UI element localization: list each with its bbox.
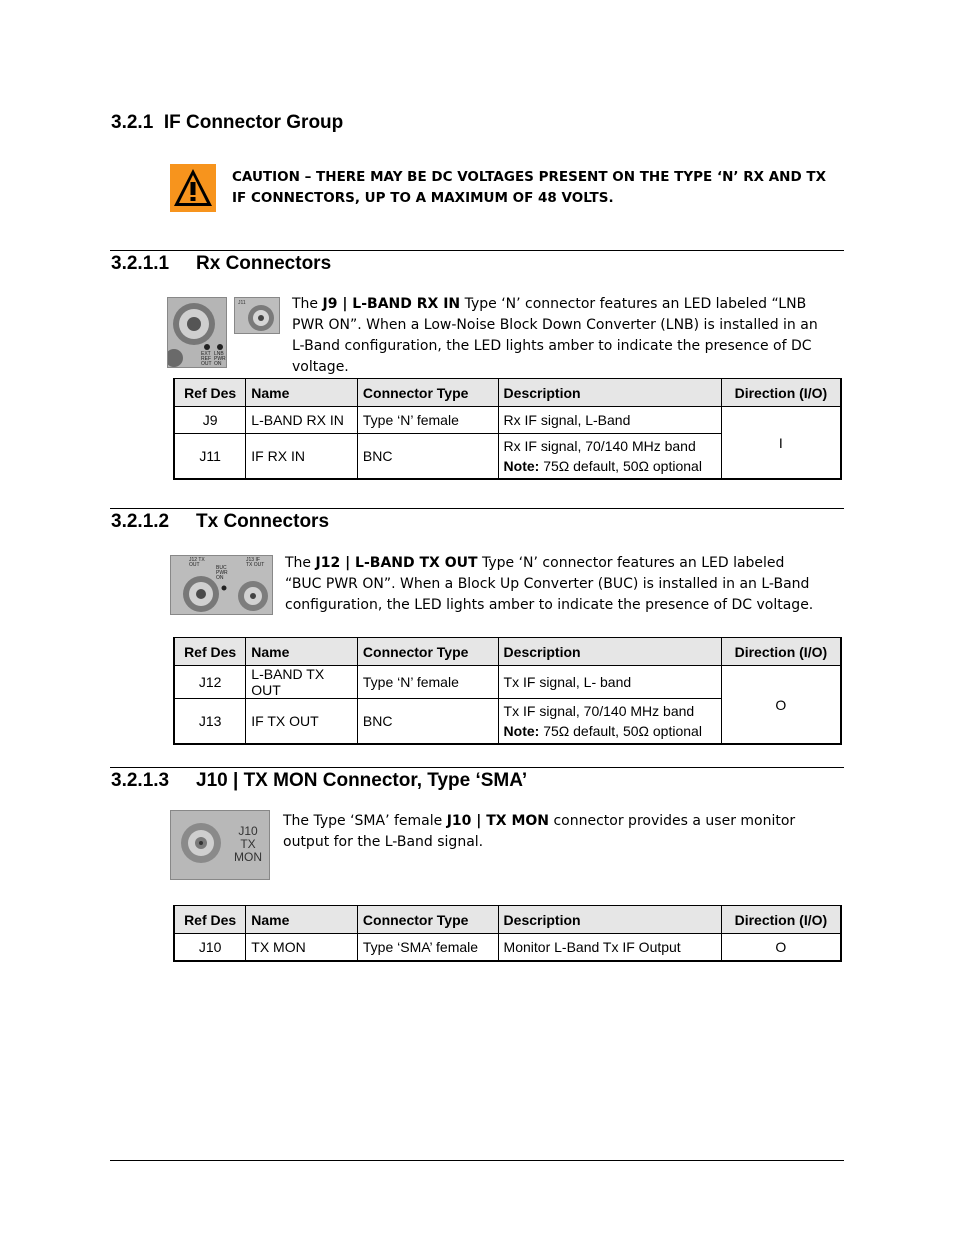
rx-paragraph [292, 294, 822, 378]
cell-ref: J11 [174, 434, 246, 480]
rx-connector-table [173, 378, 842, 480]
rx-para-pre: The [292, 296, 323, 312]
header-direction: Direction (I/O) [721, 906, 841, 934]
tx-title: Tx Connectors [196, 511, 330, 532]
txmon-photo-label-b: TX [240, 837, 256, 851]
rx-photo-label-b: LNB PWR ON [214, 351, 226, 367]
tx-number: 3.2.1.2 [111, 511, 170, 532]
section-divider [110, 508, 844, 509]
header-ref-des: Ref Des [174, 638, 246, 666]
cell-desc-with-note [498, 434, 721, 480]
cell-type: Type ‘N’ female [357, 666, 498, 699]
cell-desc: Monitor L-Band Tx IF Output [498, 934, 721, 962]
table-header-row [174, 638, 841, 666]
header-direction: Direction (I/O) [721, 379, 841, 407]
cell-type: BNC [357, 434, 498, 480]
table-row [174, 666, 841, 699]
txmon-para-post: connector provides a user monitor output for the L-Band signal. [283, 813, 796, 850]
cell-ref: J9 [174, 407, 246, 434]
cell-desc: Tx IF signal, L- band [498, 666, 721, 699]
tx-connector-table [173, 637, 842, 745]
tx-paragraph [285, 553, 820, 616]
header-connector-type: Connector Type [357, 379, 498, 407]
header-ref-des: Ref Des [174, 906, 246, 934]
cell-desc: Rx IF signal, 70/140 MHz band [503, 438, 696, 454]
cell-note [504, 456, 716, 476]
rx-heading [111, 253, 331, 275]
txmon-para-pre: The Type ‘SMA’ female [283, 813, 447, 829]
cell-type: Type ‘SMA’ female [357, 934, 498, 962]
rx-photo-j11 [234, 297, 280, 334]
caution-text: CAUTION – THERE MAY BE DC VOLTAGES PRESENT ON THE TYPE ‘N’ RX AND TX IF CONNECTORS, UP TO A MAXIMUM OF 48 VOLTS. [232, 169, 826, 206]
cell-type: BNC [357, 699, 498, 745]
table-row [174, 407, 841, 434]
txmon-title: J10 | TX MON Connector, Type ‘SMA’ [196, 770, 528, 791]
rx-title: Rx Connectors [196, 253, 332, 274]
tx-photo-label-b: BUC PWR ON [216, 565, 228, 581]
tx-photo-label-c: J13 IF TX OUT [246, 557, 265, 568]
footer-divider [110, 1160, 844, 1161]
cell-ref: J12 [174, 666, 246, 699]
rx-photo-label-c: EXT REF OUT [201, 351, 212, 367]
note-label: Note: [503, 458, 540, 474]
cell-desc-with-note [498, 699, 721, 745]
tx-para-pre: The [285, 555, 316, 571]
cell-desc: Rx IF signal, L-Band [498, 407, 721, 434]
header-description: Description [498, 906, 721, 934]
section-heading [111, 112, 343, 134]
note-text: 75Ω default, 50Ω optional [539, 458, 702, 474]
cell-direction: O [721, 934, 841, 962]
header-direction: Direction (I/O) [721, 638, 841, 666]
txmon-heading [111, 770, 527, 792]
rx-para-bold: J9 | L-BAND RX IN [322, 296, 461, 312]
txmon-connector-table [173, 905, 842, 962]
tx-photo-label-a: J12 TX OUT [189, 557, 205, 568]
table-row [174, 934, 841, 962]
cell-ref: J13 [174, 699, 246, 745]
header-name: Name [246, 906, 358, 934]
rx-photo-j9 [167, 297, 227, 368]
cell-name: IF TX OUT [246, 699, 358, 745]
section-divider [110, 767, 844, 768]
caution-warning-icon [170, 164, 216, 212]
txmon-photo-label-a: J10 [238, 824, 258, 838]
section-divider [110, 250, 844, 251]
rx-para-post: Type ‘N’ connector features an LED labeled “LNB PWR ON”. When a Low-Noise Block Down Converter (LNB) is installed in an L-Band configuration, the LED lights amber to indicate the presence of DC voltage. [292, 296, 818, 375]
cell-name: L-BAND RX IN [246, 407, 358, 434]
txmon-paragraph [283, 811, 813, 853]
header-name: Name [246, 379, 358, 407]
txmon-number: 3.2.1.3 [111, 770, 170, 791]
txmon-photo-labels [231, 825, 265, 864]
cell-type: Type ‘N’ female [357, 407, 498, 434]
section-title: IF Connector Group [163, 112, 344, 133]
section-number: 3.2.1 [111, 112, 154, 133]
tx-photo [170, 555, 273, 615]
cell-note [504, 721, 716, 741]
cell-direction: O [721, 666, 841, 745]
note-text: 75Ω default, 50Ω optional [539, 723, 702, 739]
header-description: Description [498, 379, 721, 407]
txmon-para-bold: J10 | TX MON [446, 813, 550, 829]
header-ref-des: Ref Des [174, 379, 246, 407]
cell-name: TX MON [246, 934, 358, 962]
tx-heading [111, 511, 329, 533]
txmon-photo [170, 810, 270, 880]
header-connector-type: Connector Type [357, 638, 498, 666]
cell-desc: Tx IF signal, 70/140 MHz band [503, 703, 695, 719]
header-name: Name [246, 638, 358, 666]
table-header-row [174, 906, 841, 934]
note-label: Note: [503, 723, 540, 739]
rx-number: 3.2.1.1 [111, 253, 170, 274]
tx-para-bold: J12 | L-BAND TX OUT [315, 555, 478, 571]
rx-photo-label-a: J11 [238, 300, 246, 306]
cell-ref: J10 [174, 934, 246, 962]
txmon-photo-label-c: MON [234, 850, 262, 864]
cell-name: IF RX IN [246, 434, 358, 480]
table-header-row [174, 379, 841, 407]
cell-direction: I [721, 407, 841, 480]
cell-name: L-BAND TX OUT [246, 666, 358, 699]
header-connector-type: Connector Type [357, 906, 498, 934]
tx-para-post: Type ‘N’ connector features an LED labeled “BUC PWR ON”. When a Block Up Converter (BUC) is installed in an L-Band configuration, the LED lights amber to indicate the presence of DC voltage. [285, 555, 814, 613]
header-description: Description [498, 638, 721, 666]
